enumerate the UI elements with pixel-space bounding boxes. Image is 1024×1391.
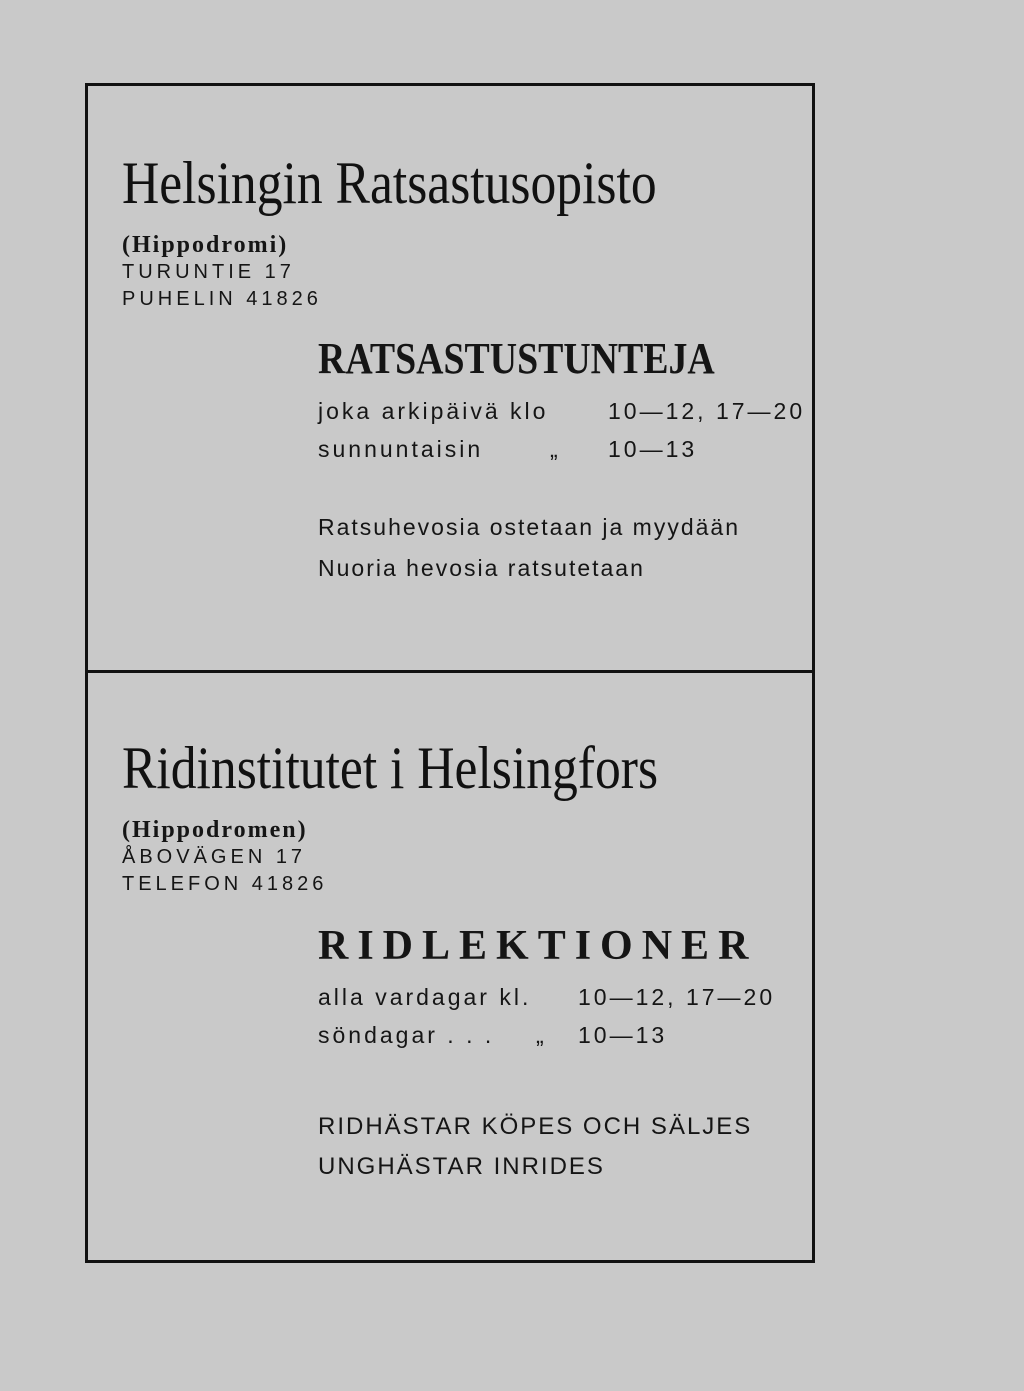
swedish-heading: RIDLEKTIONER [318, 923, 758, 969]
finnish-hours-label: sunnuntaisin [318, 436, 484, 462]
swedish-offer-line: UNGHÄSTAR INRIDES [318, 1153, 605, 1180]
finnish-phone: PUHELIN 41826 [122, 288, 322, 310]
swedish-hours-row [318, 986, 775, 1009]
finnish-offer-line: Nuoria hevosia ratsutetaan [318, 555, 645, 581]
swedish-hours-times: 10—13 [578, 1022, 668, 1048]
finnish-hours-times: 10—13 [608, 436, 698, 462]
swedish-phone: TELEFON 41826 [122, 873, 328, 895]
finnish-hours-row [318, 400, 805, 423]
finnish-title: Helsingin Ratsastusopisto [122, 150, 657, 216]
swedish-offer-line: RIDHÄSTAR KÖPES OCH SÄLJES [318, 1113, 753, 1140]
finnish-subtitle: (Hippodromi) [122, 232, 289, 258]
finnish-hours-ditto: „ [550, 436, 561, 462]
swedish-hours-times: 10—12, 17—20 [578, 984, 776, 1010]
swedish-hours-ditto: „ [536, 1022, 547, 1048]
advertisement-frame [85, 83, 815, 1263]
finnish-hours-times: 10—12, 17—20 [608, 398, 806, 424]
swedish-subtitle: (Hippodromen) [122, 817, 308, 843]
section-divider [88, 670, 812, 673]
finnish-hours-label: joka arkipäivä klo [318, 398, 549, 424]
finnish-heading: RATSASTUSTUNTEJA [318, 334, 715, 383]
swedish-hours-label: söndagar . . . [318, 1022, 495, 1048]
swedish-title: Ridinstitutet i Helsingfors [122, 735, 659, 801]
swedish-address: ÅBOVÄGEN 17 [122, 846, 307, 868]
finnish-hours-row [318, 438, 697, 461]
finnish-offer-line: Ratsuhevosia ostetaan ja myydään [318, 514, 740, 540]
swedish-hours-row [318, 1024, 667, 1047]
swedish-hours-label: alla vardagar kl. [318, 984, 532, 1010]
finnish-address: TURUNTIE 17 [122, 261, 295, 283]
